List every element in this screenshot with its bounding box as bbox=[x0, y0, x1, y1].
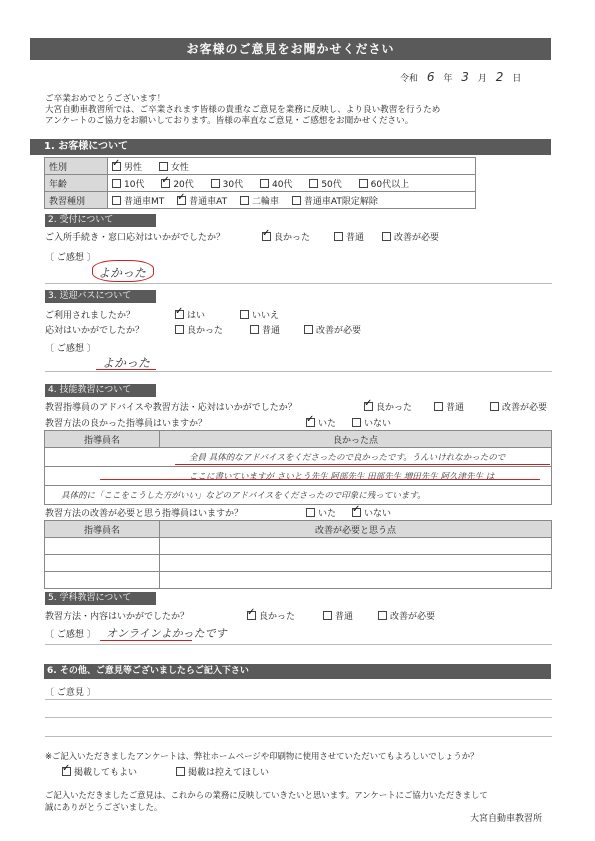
bad-instructor-no[interactable]: ✓ いない bbox=[352, 506, 391, 519]
option-male[interactable]: ✓ 男性 bbox=[112, 163, 142, 173]
red-underline bbox=[100, 640, 192, 641]
option-at[interactable]: ✓ 普通車AT bbox=[177, 197, 227, 207]
bus-use-question: ご利用されましたか？ bbox=[45, 311, 136, 321]
bus-no[interactable]: いいえ bbox=[240, 308, 279, 321]
intro-text bbox=[45, 94, 440, 127]
lecture-comment: オンラインよかったです bbox=[106, 627, 227, 640]
good-line-1: 全員 具体的なアドバイスをくださったので良かったです。うんいけれなかったので bbox=[45, 448, 552, 467]
date-day: 2 bbox=[495, 70, 504, 84]
good-instructor-table bbox=[44, 430, 552, 505]
date-era: 令和 bbox=[400, 74, 419, 84]
option-mt[interactable]: 普通車MT bbox=[112, 197, 164, 207]
section-4-header: 4. 技能教習について bbox=[45, 384, 156, 397]
reception-normal[interactable]: 普通 bbox=[334, 230, 364, 243]
bad-instructor-question: 教習方法の改善が必要と思う指導員はいますか？ bbox=[45, 509, 244, 519]
date-year: 6 bbox=[426, 70, 435, 84]
reception-comment-label: 〔 ご感想 〕 bbox=[45, 253, 96, 263]
bus-good[interactable]: 良かった bbox=[175, 323, 223, 336]
section-6-header: 6. その他、ご意見等ございましたらご記入下さい bbox=[44, 664, 551, 679]
good-head-name: 指導員名 bbox=[45, 431, 160, 448]
bus-yes[interactable]: ✓ はい bbox=[175, 308, 205, 321]
option-at-limit[interactable]: 普通車AT限定解除 bbox=[292, 197, 378, 207]
lecture-question: 教習方法・内容はいかがでしたか？ bbox=[45, 612, 190, 622]
skill-question: 教習指導員のアドバイスや教習方法・応対はいかがでしたか？ bbox=[45, 403, 297, 413]
bus-service-question: 応対はいかがでしたか？ bbox=[45, 326, 145, 336]
publish-ok[interactable]: ✓掲載してもよい bbox=[62, 765, 137, 778]
lecture-improve[interactable]: 改善が必要 bbox=[378, 609, 435, 622]
option-age-20[interactable]: ✓ 20代 bbox=[161, 180, 193, 190]
section-2-header: 2. 受付について bbox=[45, 214, 156, 227]
label-course: 教習種別 bbox=[45, 192, 108, 209]
bad-instructor-table bbox=[44, 520, 552, 589]
reception-question: ご入所手続き・窓口応対はいかがでしたか？ bbox=[45, 233, 226, 243]
intro-line: 大宮自動車教習所では、ご卒業されます皆様の貴重なご意見を業務に反映し、より良い教習を行うため bbox=[45, 105, 441, 115]
lecture-normal[interactable]: 普通 bbox=[323, 609, 353, 622]
section-1-header: 1. お客様について bbox=[30, 139, 551, 155]
date-line bbox=[400, 70, 560, 84]
bad-head-name: 指導員名 bbox=[45, 521, 160, 538]
thanks-text bbox=[45, 789, 488, 813]
label-age: 年齢 bbox=[45, 175, 108, 192]
option-age-50[interactable]: 50代 bbox=[309, 180, 341, 190]
customer-table bbox=[44, 157, 476, 209]
red-underline bbox=[96, 369, 156, 370]
skill-improve[interactable]: 改善が必要 bbox=[490, 400, 547, 413]
date-day-unit: 日 bbox=[512, 74, 522, 84]
other-comment-label: 〔 ご意見 〕 bbox=[45, 688, 96, 698]
skill-good[interactable]: ✓ 良かった bbox=[364, 400, 412, 413]
bus-improve[interactable]: 改善が必要 bbox=[304, 323, 361, 336]
date-year-unit: 年 bbox=[443, 74, 453, 84]
lecture-comment-label: 〔 ご感想 〕 bbox=[45, 630, 96, 640]
skill-normal[interactable]: 普通 bbox=[434, 400, 464, 413]
thanks-line: 誠にありがとうございました。 bbox=[45, 802, 163, 812]
publish-no[interactable]: 掲載は控えてほしい bbox=[176, 765, 269, 778]
good-line-2: ここに書いていますが さいとう先生 阿部先生 田部先生 増田先生 阿久津先生 は bbox=[45, 467, 552, 486]
good-instructor-no[interactable]: いない bbox=[352, 416, 391, 429]
option-age-60[interactable]: 60代以上 bbox=[359, 180, 409, 190]
red-underline bbox=[175, 464, 550, 465]
good-instructor-yes[interactable]: ✓ いた bbox=[306, 416, 336, 429]
section-3-header: 3. 送迎バスについて bbox=[45, 290, 156, 303]
row-age bbox=[45, 175, 476, 192]
bus-normal[interactable]: 普通 bbox=[250, 323, 280, 336]
red-circle-mark bbox=[92, 260, 154, 282]
publish-question: ※ご記入いただきましたアンケートは、弊社ホームページや印刷物に使用させていただいてもよろしいでしょうか？ bbox=[45, 751, 479, 761]
lecture-good[interactable]: ✓ 良かった bbox=[247, 609, 295, 622]
bad-head-point: 改善が必要と思う点 bbox=[160, 521, 552, 538]
reception-improve[interactable]: 改善が必要 bbox=[382, 230, 439, 243]
bus-comment: よかった bbox=[102, 356, 151, 370]
row-course bbox=[45, 192, 476, 209]
good-head-point: 良かった点 bbox=[160, 431, 552, 448]
good-instructor-question: 教習方法の良かった指導員はいますか？ bbox=[45, 419, 208, 429]
red-underline bbox=[100, 479, 540, 480]
intro-line: アンケートのご協力をお願いしております。皆様の率直なご意見・ご感想をお聞かせください。 bbox=[45, 116, 414, 126]
reception-comment: よかった bbox=[98, 266, 147, 280]
date-month-unit: 月 bbox=[477, 74, 487, 84]
label-gender: 性別 bbox=[45, 158, 108, 175]
organization-name: 大宮自動車教習所 bbox=[470, 814, 543, 824]
reception-good[interactable]: ✓ 良かった bbox=[262, 230, 310, 243]
row-gender bbox=[45, 158, 476, 175]
option-age-30[interactable]: 30代 bbox=[211, 180, 243, 190]
option-age-40[interactable]: 40代 bbox=[260, 180, 292, 190]
section-5-header: 5. 学科教習について bbox=[45, 592, 156, 605]
thanks-line: ご記入いただきましたご意見は、これからの業務に反映していきたいと思います。アンケートにご協力いただきまして bbox=[45, 790, 488, 800]
option-bike[interactable]: 二輪車 bbox=[240, 197, 279, 207]
option-age-10[interactable]: 10代 bbox=[112, 180, 144, 190]
option-female[interactable]: 女性 bbox=[159, 163, 189, 173]
page-title: お客様のご意見をお聞かせください bbox=[30, 38, 551, 60]
bus-comment-label: 〔 ご感想 〕 bbox=[45, 344, 96, 354]
intro-line: ご卒業おめでとうございます！ bbox=[45, 94, 166, 104]
date-month: 3 bbox=[461, 70, 469, 84]
good-line-3: 具体的に「ここをこうした方がいい」などのアドバイスをくださったので印象に残っています。 bbox=[45, 486, 552, 505]
bad-instructor-yes[interactable]: いた bbox=[306, 506, 336, 519]
